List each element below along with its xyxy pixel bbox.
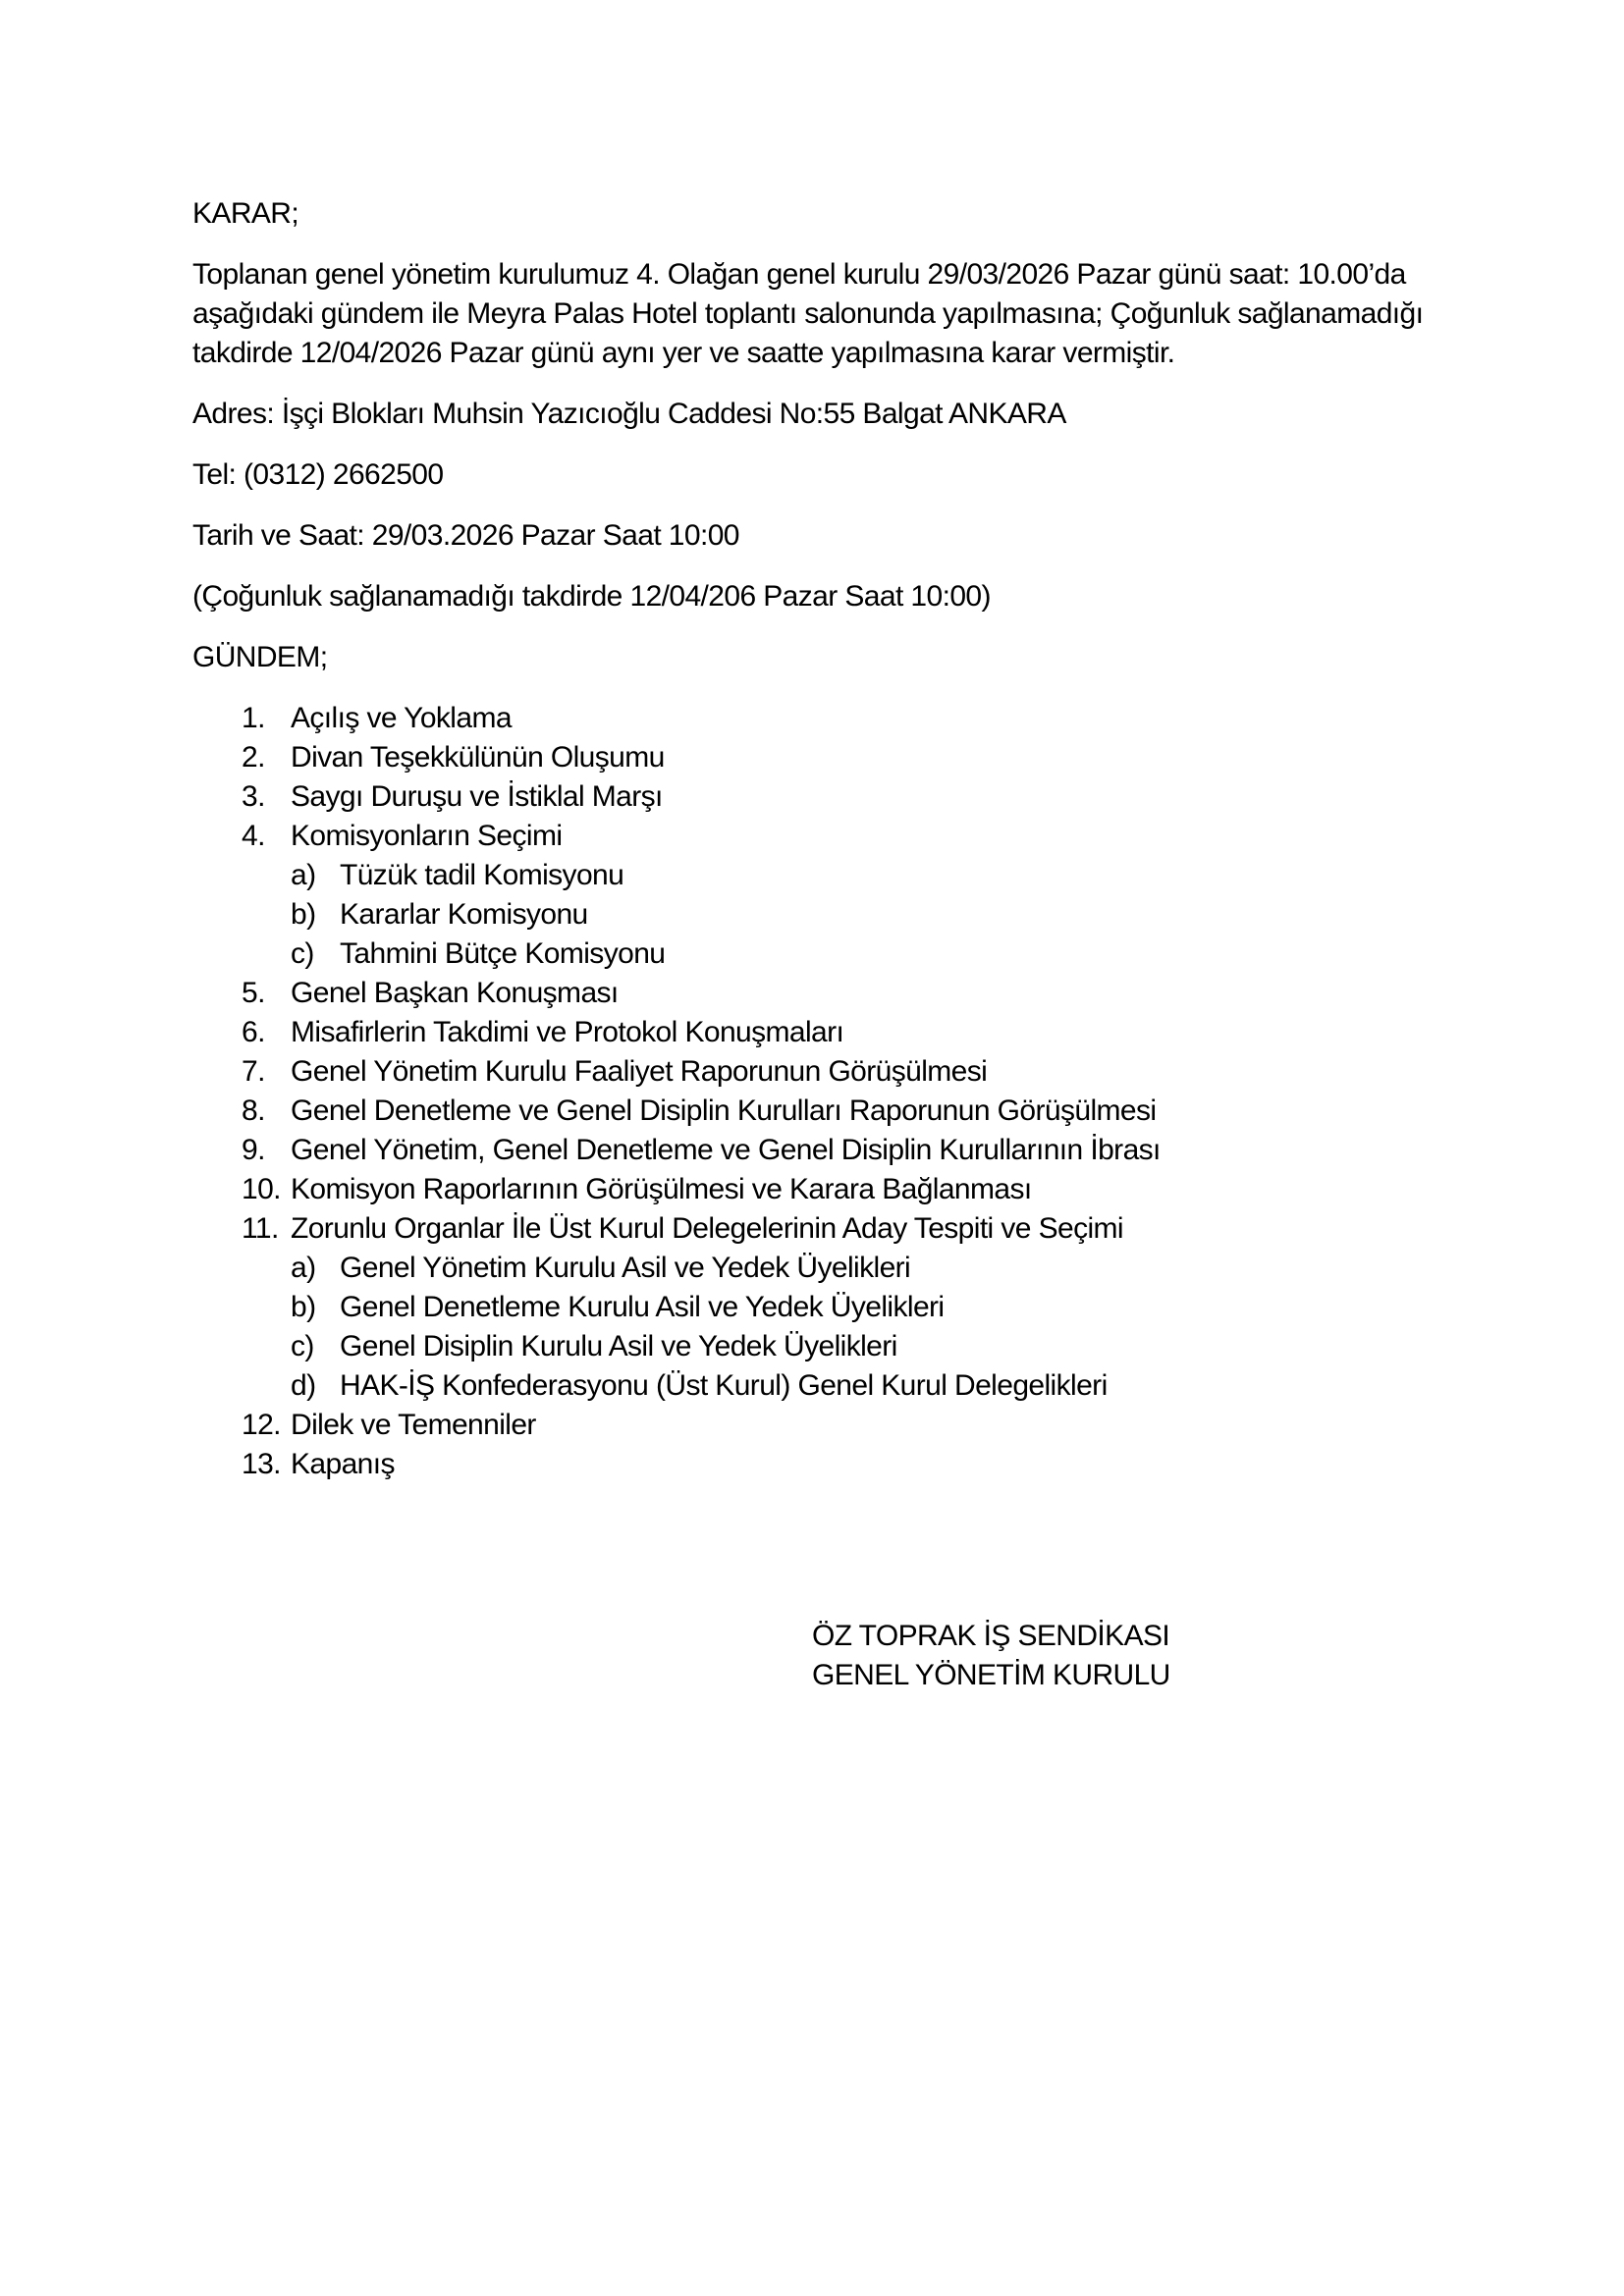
agenda-item-text: Kapanış <box>291 1448 395 1480</box>
agenda-item-text: Genel Yönetim Kurulu Asil ve Yedek Üyelikleri <box>340 1252 911 1284</box>
agenda-item-text: Saygı Duruşu ve İstiklal Marşı <box>291 780 663 813</box>
agenda-item-marker: a) <box>291 1252 316 1284</box>
agenda-item-text: Zorunlu Organlar İle Üst Kurul Delegelerinin Aday Tespiti ve Seçimi <box>291 1212 1123 1245</box>
intro-line: takdirde 12/04/2026 Pazar günü aynı yer ve saatte yapılmasına karar vermiştir. <box>192 337 1175 369</box>
agenda-item <box>192 817 1585 856</box>
agenda-item-text: Genel Denetleme Kurulu Asil ve Yedek Üyelikleri <box>340 1291 945 1323</box>
decision-heading: KARAR; <box>192 197 299 230</box>
signature-block <box>812 1617 1585 1695</box>
agenda-item-marker: d) <box>291 1369 316 1402</box>
address-line: Adres: İşçi Blokları Muhsin Yazıcıoğlu Caddesi No:55 Balgat ANKARA <box>192 398 1066 430</box>
agenda-list <box>192 699 1585 1484</box>
agenda-item-marker: a) <box>291 859 316 891</box>
agenda-item-text: Açılış ve Yoklama <box>291 702 512 734</box>
signature-board: GENEL YÖNETİM KURULU <box>812 1659 1170 1691</box>
agenda-item <box>192 1445 1585 1484</box>
agenda-item-text: Kararlar Komisyonu <box>340 898 588 931</box>
agenda-item-text: HAK-İŞ Konfederasyonu (Üst Kurul) Genel Kurul Delegelikleri <box>340 1369 1108 1402</box>
agenda-item-marker: 13. <box>242 1448 281 1480</box>
agenda-item <box>192 738 1585 777</box>
agenda-item-marker: 2. <box>242 741 265 774</box>
agenda-item-text: Genel Yönetim, Genel Denetleme ve Genel Disiplin Kurullarının İbrası <box>291 1134 1161 1166</box>
agenda-item-marker: c) <box>291 1330 314 1362</box>
agenda-item-marker: 12. <box>242 1409 281 1441</box>
agenda-item <box>192 1249 1585 1288</box>
agenda-item-marker: b) <box>291 898 316 931</box>
agenda-item-text: Genel Başkan Konuşması <box>291 977 619 1009</box>
agenda-item-text: Komisyon Raporlarının Görüşülmesi ve Karara Bağlanması <box>291 1173 1032 1205</box>
agenda-item <box>192 895 1585 934</box>
agenda-item-marker: 7. <box>242 1055 265 1088</box>
agenda-item <box>192 1288 1585 1327</box>
agenda-item <box>192 974 1585 1013</box>
agenda-item <box>192 777 1585 817</box>
phone-line: Tel: (0312) 2662500 <box>192 458 444 491</box>
intro-line: Toplanan genel yönetim kurulumuz 4. Olağan genel kurulu 29/03/2026 Pazar günü saat: 10.00’da <box>192 258 1406 291</box>
agenda-item-text: Divan Teşekkülünün Oluşumu <box>291 741 665 774</box>
agenda-item <box>192 1170 1585 1209</box>
agenda-item-marker: 11. <box>242 1212 279 1245</box>
agenda-item <box>192 1052 1585 1092</box>
agenda-item-marker: 3. <box>242 780 265 813</box>
agenda-item <box>192 1209 1585 1249</box>
intro-line: aşağıdaki gündem ile Meyra Palas Hotel toplantı salonunda yapılmasına; Çoğunluk sağlanamadığı <box>192 297 1424 330</box>
agenda-item <box>192 699 1585 738</box>
agenda-item <box>192 1406 1585 1445</box>
agenda-item-text: Tahmini Bütçe Komisyonu <box>340 937 666 970</box>
agenda-item-text: Misafirlerin Takdimi ve Protokol Konuşmaları <box>291 1016 844 1048</box>
agenda-item <box>192 1366 1585 1406</box>
agenda-item-marker: b) <box>291 1291 316 1323</box>
agenda-item <box>192 1327 1585 1366</box>
quorum-note-line: (Çoğunluk sağlanamadığı takdirde 12/04/206 Pazar Saat 10:00) <box>192 580 991 613</box>
agenda-item-text: Genel Yönetim Kurulu Faaliyet Raporunun Görüşülmesi <box>291 1055 988 1088</box>
agenda-item-marker: 10. <box>242 1173 281 1205</box>
agenda-item-marker: 9. <box>242 1134 265 1166</box>
agenda-item-marker: c) <box>291 937 314 970</box>
agenda-item-text: Genel Denetleme ve Genel Disiplin Kurulları Raporunun Görüşülmesi <box>291 1095 1157 1127</box>
agenda-heading: GÜNDEM; <box>192 641 328 673</box>
agenda-item-marker: 1. <box>242 702 265 734</box>
agenda-item-marker: 5. <box>242 977 265 1009</box>
agenda-item-text: Tüzük tadil Komisyonu <box>340 859 624 891</box>
agenda-item <box>192 856 1585 895</box>
agenda-item <box>192 1131 1585 1170</box>
datetime-line: Tarih ve Saat: 29/03.2026 Pazar Saat 10:00 <box>192 519 739 552</box>
agenda-item <box>192 1092 1585 1131</box>
agenda-item-text: Genel Disiplin Kurulu Asil ve Yedek Üyelikleri <box>340 1330 897 1362</box>
agenda-item-text: Dilek ve Temenniler <box>291 1409 536 1441</box>
agenda-item-text: Komisyonların Seçimi <box>291 820 563 852</box>
agenda-item-marker: 8. <box>242 1095 265 1127</box>
agenda-item-marker: 4. <box>242 820 265 852</box>
agenda-item <box>192 934 1585 974</box>
intro-paragraph <box>192 255 1585 373</box>
agenda-item <box>192 1013 1585 1052</box>
agenda-item-marker: 6. <box>242 1016 265 1048</box>
signature-organization: ÖZ TOPRAK İŞ SENDİKASI <box>812 1620 1170 1652</box>
